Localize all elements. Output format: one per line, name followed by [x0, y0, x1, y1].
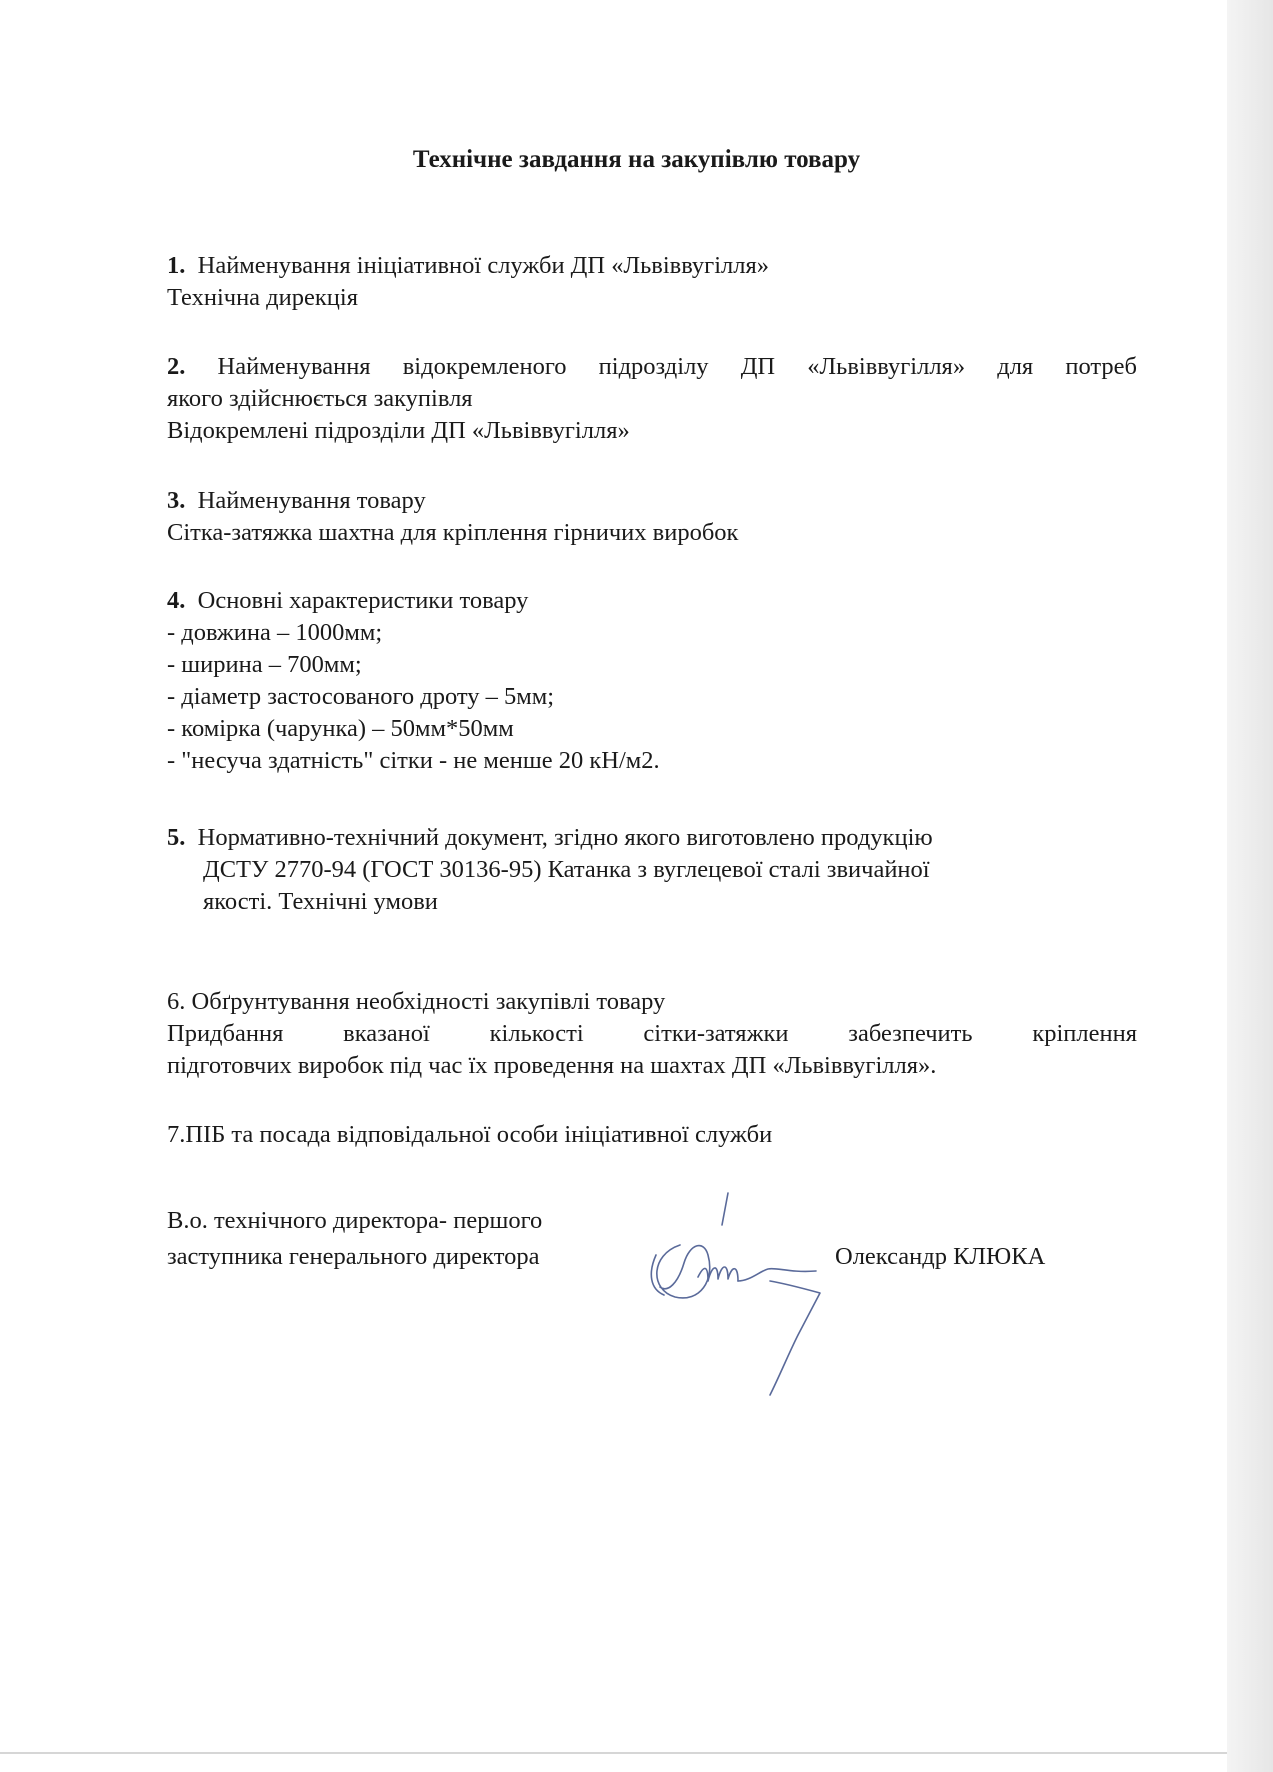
signatory-position-line1: В.о. технічного директора- першого — [167, 1207, 543, 1234]
section-3-heading-text: Найменування товару — [197, 487, 426, 514]
section-5-content-line2: якості. Технічні умови — [203, 888, 438, 915]
handwritten-signature — [620, 1185, 850, 1405]
signatory-position — [167, 1203, 542, 1275]
spec-item-width: - ширина – 700мм; — [167, 651, 362, 678]
section-5 — [167, 822, 1137, 918]
section-4-heading-text: Основні характеристики товару — [197, 587, 529, 614]
section-1-number: 1. — [167, 252, 186, 279]
section-6-heading: 6. Обґрунтування необхідності закупівлі товару — [167, 988, 666, 1015]
section-6-content-line1: Придбання вказаної кількості сітки-затяжки забезпечить кріплення — [167, 1020, 1137, 1047]
section-1-heading-text: Найменування ініціативної служби ДП «Львіввугілля» — [197, 252, 769, 279]
section-5-heading-text: Нормативно-технічний документ, згідно якого виготовлено продукцію — [197, 824, 933, 851]
spec-item-load-capacity: - "несуча здатність" сітки - не менше 20 кН/м2. — [167, 747, 660, 774]
signatory-name: Олександр КЛЮКА — [835, 1243, 1046, 1270]
document-title: Технічне завдання на закупівлю товару — [412, 146, 861, 173]
spec-item-wire-diameter: - діаметр застосованого дроту – 5мм; — [167, 683, 555, 710]
scan-edge-bottom — [0, 1752, 1227, 1754]
section-7-heading: 7.ПІБ та посада відповідальної особи ініціативної служби — [167, 1121, 773, 1148]
section-4-number: 4. — [167, 587, 186, 614]
section-2-heading-text: Найменування відокремленого підрозділу ДП «Львіввугілля» для потреб — [217, 353, 1137, 380]
section-2-heading-line2: якого здійснюється закупівля — [167, 385, 473, 412]
section-3-number: 3. — [167, 487, 186, 514]
section-2-heading-line1 — [167, 351, 1137, 383]
section-6-content-line2: підготовчих виробок під час їх проведення на шахтах ДП «Львіввугілля». — [167, 1052, 937, 1079]
section-3-heading — [167, 485, 1137, 517]
scan-edge-right — [1227, 0, 1273, 1772]
section-2-number: 2. — [167, 353, 186, 380]
section-3-content: Сітка-затяжка шахтна для кріплення гірничих виробок — [167, 519, 739, 546]
section-5-number: 5. — [167, 824, 186, 851]
section-2-content: Відокремлені підрозділи ДП «Львіввугілля» — [167, 417, 630, 444]
section-7 — [167, 1119, 1137, 1151]
section-5-heading — [167, 822, 1137, 854]
section-1 — [167, 250, 1137, 314]
signatory-position-line2: заступника генерального директора — [167, 1243, 540, 1270]
section-1-content: Технічна дирекція — [167, 284, 358, 311]
section-3 — [167, 485, 1137, 549]
section-4 — [167, 585, 1137, 777]
section-1-heading — [167, 250, 1137, 282]
spec-item-length: - довжина – 1000мм; — [167, 619, 383, 646]
section-4-heading — [167, 585, 1137, 617]
section-2 — [167, 351, 1137, 447]
spec-item-mesh-cell: - комірка (чарунка) – 50мм*50мм — [167, 715, 514, 742]
section-5-content-line1: ДСТУ 2770-94 (ГОСТ 30136-95) Катанка з вуглецевої сталі звичайної — [203, 856, 930, 883]
section-6 — [167, 986, 1137, 1082]
